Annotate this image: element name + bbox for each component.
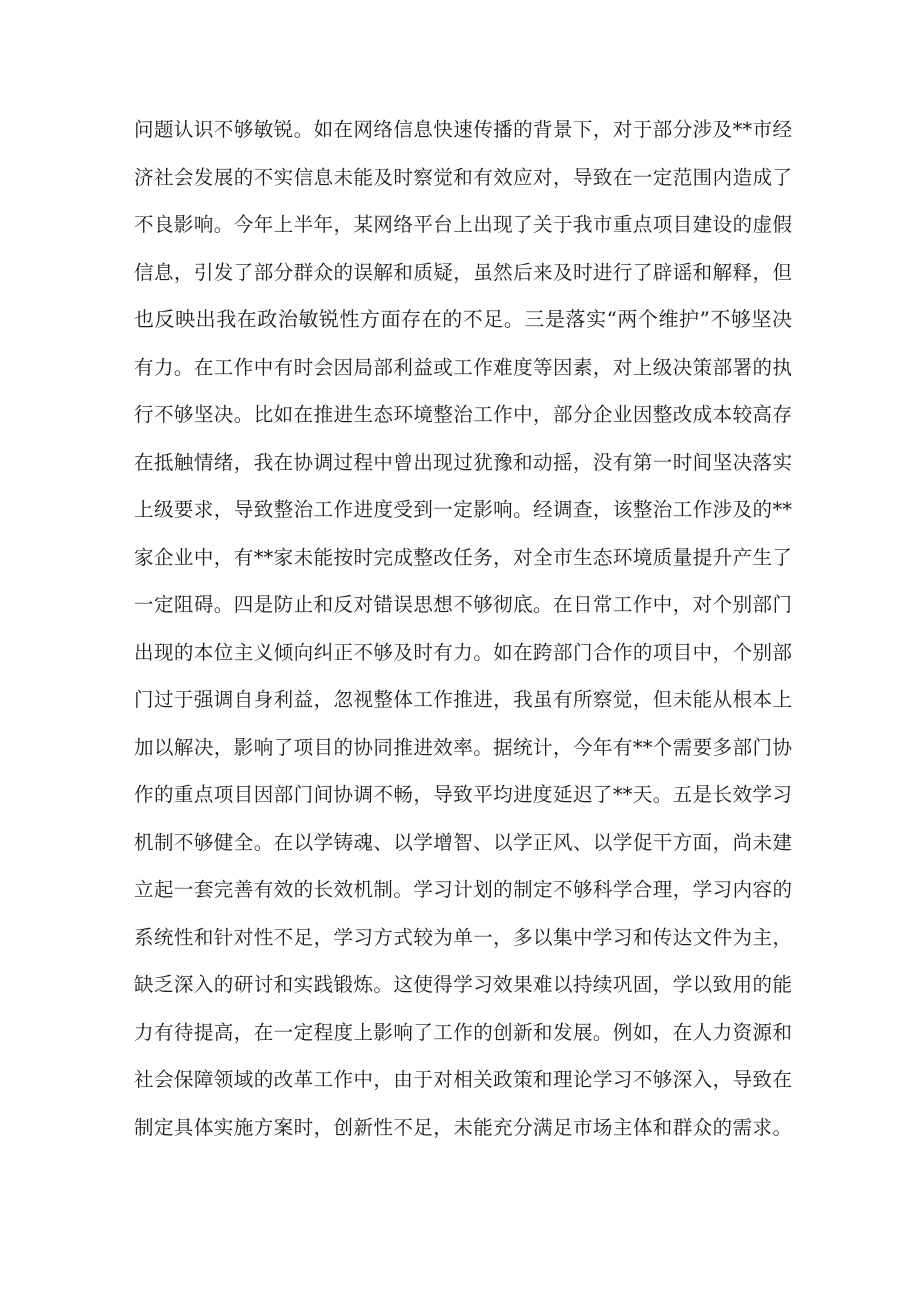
body-paragraph <box>134 106 792 1151</box>
text-line: 制定具体实施方案时，创新性不足，未能充分满足市场主体和群众的需求。 <box>134 1115 792 1139</box>
text-line: 出现的本位主义倾向纠正不够及时有力。如在跨部门合作的项目中，个别部 <box>134 640 792 664</box>
text-line: 一定阻碍。四是防止和反对错误思想不够彻底。在日常工作中，对个别部门 <box>134 593 792 616</box>
text-line: 不良影响。今年上半年，某网络平台上出现了关于我市重点项目建设的虚假 <box>134 213 792 236</box>
text-line: 作的重点项目因部门间协调不畅，导致平均进度延迟了**天。五是长效学习 <box>134 783 792 806</box>
text-line: 机制不够健全。在以学铸魂、以学增智、以学正风、以学促干方面，尚未建 <box>134 830 792 854</box>
text-line: 加以解决，影响了项目的协同推进效率。据统计，今年有**个需要多部门协 <box>134 735 792 759</box>
text-line: 济社会发展的不实信息未能及时察觉和有效应对，导致在一定范围内造成了 <box>134 165 792 189</box>
text-line: 有力。在工作中有时会因局部利益或工作难度等因素，对上级决策部署的执 <box>134 355 792 379</box>
text-line: 系统性和针对性不足，学习方式较为单一，多以集中学习和传达文件为主， <box>134 925 792 949</box>
text-line: 在抵触情绪，我在协调过程中曾出现过犹豫和动摇，没有第一时间坚决落实 <box>134 450 792 474</box>
text-line: 行不够坚决。比如在推进生态环境整治工作中，部分企业因整改成本较高存 <box>134 403 792 426</box>
text-line: 力有待提高，在一定程度上影响了工作的创新和发展。例如，在人力资源和 <box>134 1020 792 1044</box>
text-line: 家企业中，有**家未能按时完成整改任务，对全市生态环境质量提升产生了 <box>134 545 792 569</box>
text-line: 上级要求，导致整治工作进度受到一定影响。经调查，该整治工作涉及的** <box>134 498 792 521</box>
text-line: 也反映出我在政治敏锐性方面存在的不足。三是落实“两个维护”不够坚决 <box>134 307 792 331</box>
text-line: 社会保障领域的改革工作中，由于对相关政策和理论学习不够深入，导致在 <box>134 1068 792 1091</box>
text-line: 门过于强调自身利益，忽视整体工作推进，我虽有所察觉，但未能从根本上 <box>134 688 792 711</box>
text-line: 缺乏深入的研讨和实践锻炼。这使得学习效果难以持续巩固，学以致用的能 <box>134 973 792 996</box>
text-line: 问题认识不够敏锐。如在网络信息快速传播的背景下，对于部分涉及**市经 <box>134 118 792 141</box>
text-line: 立起一套完善有效的长效机制。学习计划的制定不够科学合理，学习内容的 <box>134 878 792 901</box>
text-line: 信息，引发了部分群众的误解和质疑，虽然后来及时进行了辟谣和解释，但 <box>134 260 792 284</box>
